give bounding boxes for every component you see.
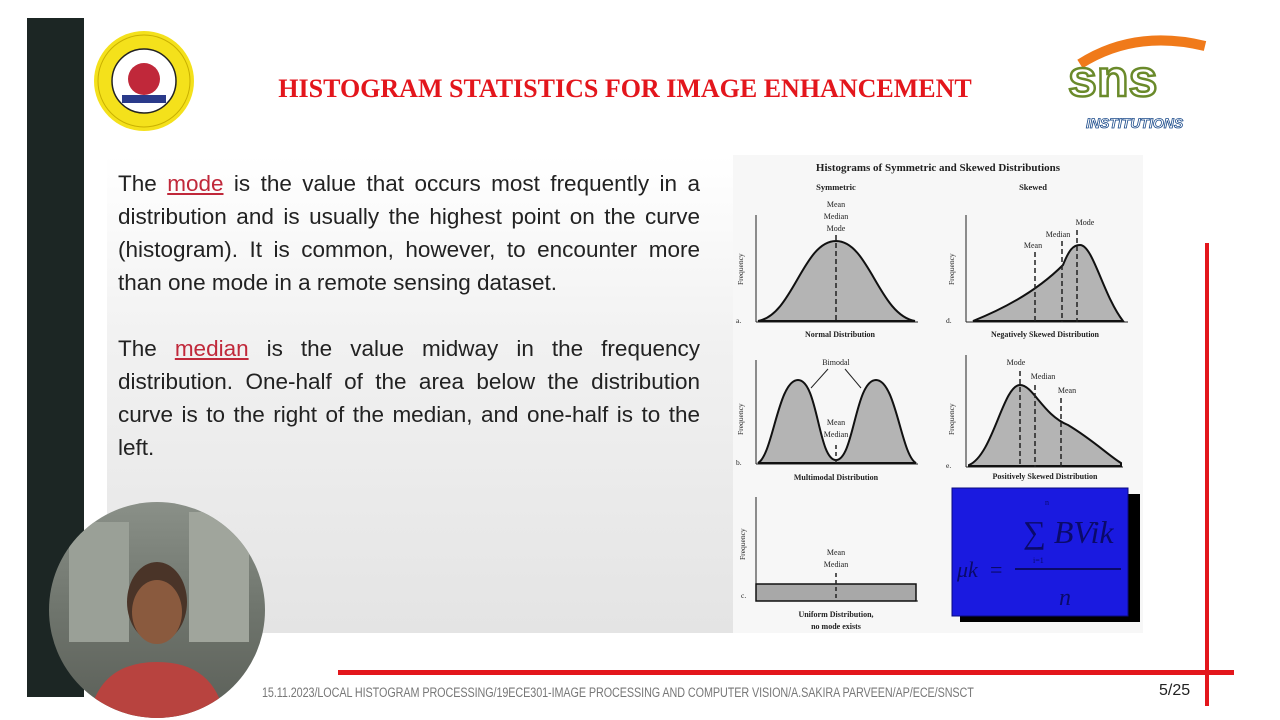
svg-text:Mean: Mean bbox=[1023, 241, 1043, 250]
slide-footer-wrap bbox=[262, 684, 1147, 704]
svg-text:Mean: Mean bbox=[1057, 386, 1077, 395]
median-paragraph: The median is the value midway in the frequency distribution. One-half of the area below the distribution curve is to the right of the median, and one-half is to the left. bbox=[118, 336, 700, 460]
figure-title: Histograms of Symmetric and Skewed Distributions bbox=[815, 162, 1061, 174]
svg-text:e.: e. bbox=[946, 461, 952, 470]
sns-institutions-logo bbox=[1060, 34, 1210, 134]
svg-text:Frequency: Frequency bbox=[736, 253, 745, 285]
svg-text:Mode: Mode bbox=[826, 224, 846, 233]
presenter-webcam bbox=[49, 502, 265, 718]
svg-text:Frequency: Frequency bbox=[738, 528, 747, 560]
mean-formula-box bbox=[952, 488, 1140, 622]
histogram-distributions-figure bbox=[733, 155, 1143, 633]
slide-title: HISTOGRAM STATISTICS FOR IMAGE ENHANCEMENT bbox=[278, 74, 972, 103]
svg-text:Multimodal Distribution: Multimodal Distribution bbox=[793, 473, 879, 482]
svg-text:Median: Median bbox=[823, 560, 849, 569]
svg-text:d.: d. bbox=[946, 316, 952, 325]
mode-paragraph: The mode is the value that occurs most frequently in a distribution and is usually the highest point on the curve (histogram). It is common, however, to encounter more than one mode in a remote sensing dataset. bbox=[118, 171, 700, 295]
formula-equals: = bbox=[990, 557, 1003, 582]
red-vertical-rule bbox=[1205, 243, 1209, 706]
formula-denominator: n bbox=[1059, 585, 1071, 611]
mode-term: mode bbox=[167, 171, 224, 196]
college-logo bbox=[92, 29, 196, 133]
svg-text:Normal Distribution: Normal Distribution bbox=[805, 330, 875, 339]
sum-lower-limit: i=1 bbox=[1033, 556, 1044, 565]
svg-text:Uniform Distribution,: Uniform Distribution, bbox=[798, 610, 874, 619]
svg-text:Bimodal: Bimodal bbox=[822, 358, 850, 367]
svg-text:Mean: Mean bbox=[826, 200, 846, 209]
sum-upper-limit: n bbox=[1045, 498, 1049, 507]
slide-footer: 15.11.2023/LOCAL HISTOGRAM PROCESSING/19ECE301-IMAGE PROCESSING AND COMPUTER VISION/A.SAKIRA PARVEEN/AP/ECE/SNSCT bbox=[262, 685, 974, 700]
skewed-heading: Skewed bbox=[1019, 182, 1047, 192]
median-term: median bbox=[174, 336, 249, 361]
svg-text:Mode: Mode bbox=[1006, 358, 1026, 367]
formula-lhs: μk bbox=[957, 557, 978, 582]
page-number: 5/25 bbox=[1159, 682, 1191, 699]
slide-body bbox=[118, 167, 700, 497]
svg-text:Median: Median bbox=[1030, 372, 1056, 381]
red-horizontal-rule bbox=[338, 670, 1234, 675]
svg-text:Frequency: Frequency bbox=[947, 403, 956, 435]
svg-text:Mean: Mean bbox=[826, 418, 846, 427]
logo-wordmark: sns bbox=[1068, 50, 1158, 108]
svg-text:Negatively Skewed Distribution: Negatively Skewed Distribution bbox=[991, 330, 1099, 339]
svg-text:no mode exists: no mode exists bbox=[811, 622, 861, 631]
svg-text:Median: Median bbox=[823, 430, 849, 439]
svg-text:Positively Skewed Distribution: Positively Skewed Distribution bbox=[992, 472, 1098, 481]
symmetric-heading: Symmetric bbox=[816, 182, 856, 192]
svg-text:Mean: Mean bbox=[826, 548, 846, 557]
logo-subtitle: INSTITUTIONS bbox=[1086, 115, 1184, 131]
svg-text:c.: c. bbox=[741, 591, 747, 600]
svg-text:Frequency: Frequency bbox=[736, 403, 745, 435]
svg-text:Median: Median bbox=[823, 212, 849, 221]
svg-text:Frequency: Frequency bbox=[947, 253, 956, 285]
svg-text:b.: b. bbox=[736, 458, 742, 467]
svg-text:a.: a. bbox=[736, 316, 742, 325]
svg-text:Mode: Mode bbox=[1075, 218, 1095, 227]
formula-numerator: ∑ BVik bbox=[1023, 514, 1114, 550]
presenter-silhouette bbox=[49, 502, 265, 718]
svg-text:Median: Median bbox=[1045, 230, 1071, 239]
